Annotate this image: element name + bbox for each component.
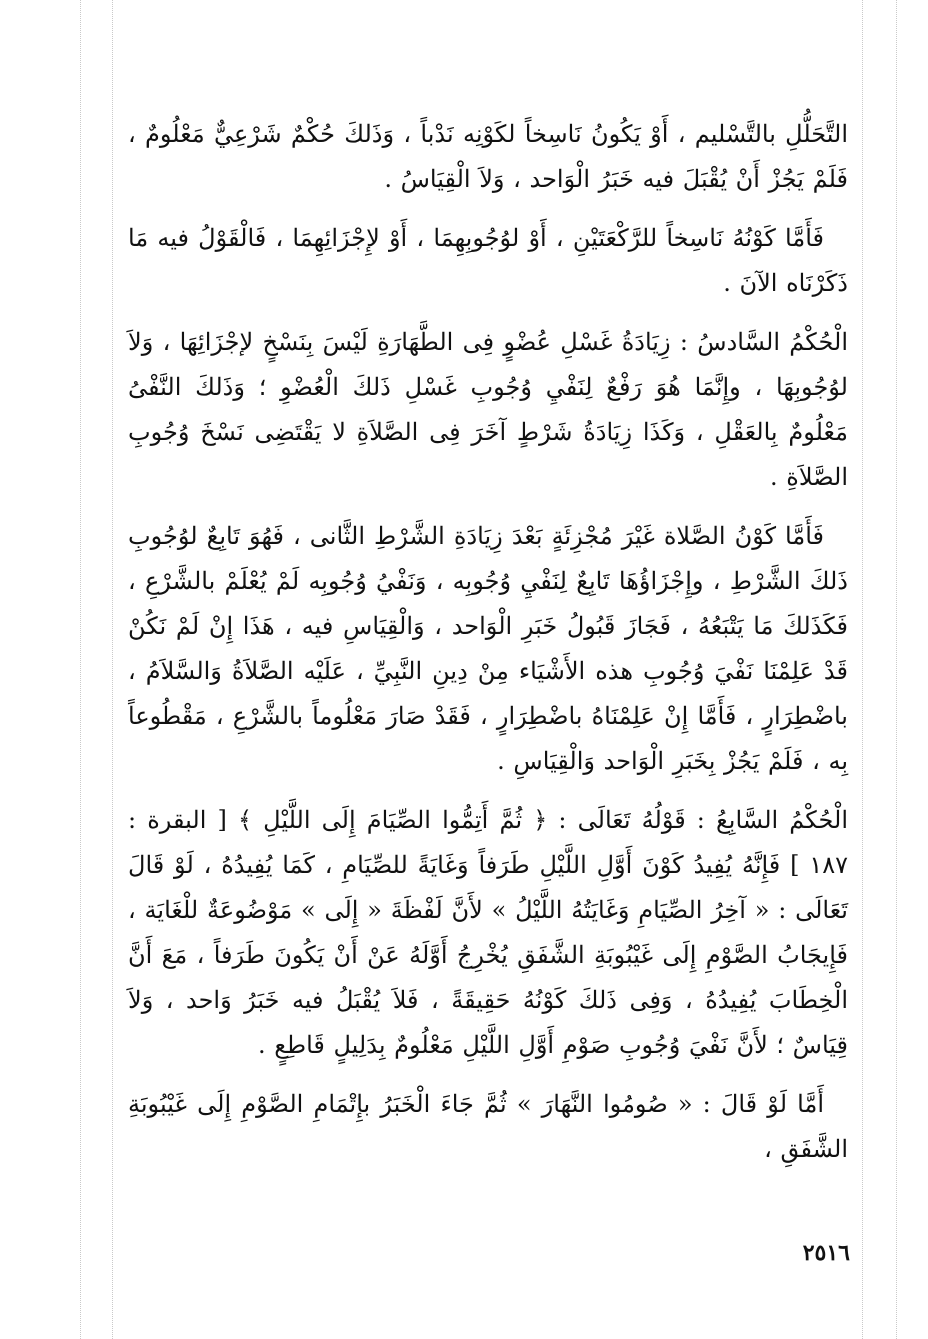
margin-guide-line bbox=[80, 0, 81, 1339]
paragraph-fasting-day: أَمَّا لَوْ قَالَ : « صُومُوا النَّهَارَ » ثُمَّ جَاءَ الْخَبَرُ بإِتْمَامِ الصَّوْمِ إِلَى غَيْبُوبَةِ الشَّفَقِ ، bbox=[128, 1090, 848, 1163]
paragraph-continuation: التَّحَلُّلِ بالتَّسْليم ، أَوْ يَكُونُ نَاسِخاً لكَوْنِه نَدْباً ، وَذَلكَ حُكْمٌ شَرْعِيٌّ مَعْلُومٌ ، فَلَمْ يَجُزْ أَنْ يُقْبَلَ فيه خَبَرُ الْوَاحد ، وَلاَ الْقِيَاسُ . bbox=[128, 120, 848, 193]
margin-guide-line bbox=[896, 0, 897, 1339]
body-text bbox=[128, 112, 848, 1172]
paragraph-abrogation-rakats: فَأَمَّا كَوْنُهُ نَاسِخاً للرَّكْعَتَيْنِ ، أَوْ لوُجُوبِهِمَا ، أَوْ لإِجْزَائِهِمَا ، فَالْقَوْلُ فيه مَا ذَكَرْنَاه الآنَ . bbox=[128, 224, 848, 297]
page-number: ٢٥١٦ bbox=[802, 1240, 850, 1266]
paragraph-prayer-condition: فَأَمَّا كَوْنُ الصَّلاة غَيْرَ مُجْزِئَةٍ بَعْدَ زِيَادَةِ الشَّرْطِ الثَّانى ، فَهُوَ تَابِعٌ لوُجُوبِ ذَلكَ الشَّرْطِ ، وإِجْزَاؤُهَا تَابِعٌ لِنَفْيِ وُجُوبِه ، وَنَفْيُ وُجُوبِه لَمْ يُعْلَمْ بالشَّرْعِ ، فَكَذَلكَ مَا يَتْبَعُهُ ، فَجَازَ قَبُولُ خَبَرِ الْوَاحد ، وَالْقِيَاسِ فيه ، هَذَا إِنْ لَمْ نَكُنْ قَدْ عَلِمْنَا نَفْيَ وُجُوبِ هذه الأَشْيَاء مِنْ دِينِ النَّبِيِّ ، عَلَيْه الصَّلاَةُ وَالسَّلاَمُ ، باضْطِرَارٍ ، فَأَمَّا إِنْ عَلِمْنَاهُ باضْطِرَارٍ ، فَقَدْ صَارَ مَعْلُوماً بالشَّرْعِ ، مَقْطُوعاً بِه ، فَلَمْ يَجُزْ بِخَبَرِ الْوَاحد وَالْقِيَاسِ . bbox=[128, 522, 848, 775]
paragraph-sixth-ruling: الْحُكْمُ السَّادسُ : زِيَادَةُ غَسْلِ عُضْوٍ فِى الطَّهَارَةِ لَيْسَ بِنَسْخٍ لإجْزَائِهَا ، وَلاَ لوُجُوبِهَا ، وإِنَّمَا هُوَ رَفْعٌ لِنَفْيِ وُجُوبِ غَسْلِ ذَلكَ الْعُضْوِ ؛ وَذَلكَ النَّفْىُ مَعْلُومٌ بِالعَقْلِ ، وَكَذَا زِيَادَةُ شَرْطٍ آخَرَ فِى الصَّلاَةِ لا يَقْتَضِى نَسْخَ وُجُوبِ الصَّلاَةِ . bbox=[128, 328, 848, 491]
margin-guide-line bbox=[112, 0, 113, 1339]
paragraph-seventh-ruling: الْحُكْمُ السَّابِعُ : قَوْلُهُ تَعَالَى : ﴿ ثُمَّ أَتِمُّوا الصِّيَامَ إِلَى اللَّيْلِ ﴾ [ البقرة : ١٨٧ ] فَإِنَّهُ يُفِيدُ كَوْنَ أَوَّلِ اللَّيْلِ طَرَفاً وَغَايَةً للصِّيَامِ ، كَمَا يُفِيدُهُ ، لَوْ قَالَ تَعَالَى : « آخِرُ الصِّيَامِ وَغَايَتُهُ اللَّيْلُ » لأَنَّ لَفْظَةَ « إِلَى » مَوْضُوعَةٌ للْغَايَة ، فَإِيجَابُ الصَّوْمِ إِلَى غَيْبُوبَةِ الشَّفَقِ يُخْرِجُ أَوَّلَهُ عَنْ أَنْ يَكُونَ طَرَفاً ، مَعَ أَنَّ الْخِطَابَ يُفِيدُهُ ، وَفِى ذَلكَ كَوْنُهُ حَقِيقَةً ، فَلاَ يُقْبَلُ فيه خَبَرُ وَاحد ، وَلاَ قِيَاسٌ ؛ لأَنَّ نَفْيَ وُجُوبِ صَوْمِ أَوَّلِ اللَّيْلِ مَعْلُومٌ بِدَلِيلٍ قَاطِعٍ . bbox=[128, 806, 848, 1059]
margin-guide-line bbox=[862, 0, 863, 1339]
